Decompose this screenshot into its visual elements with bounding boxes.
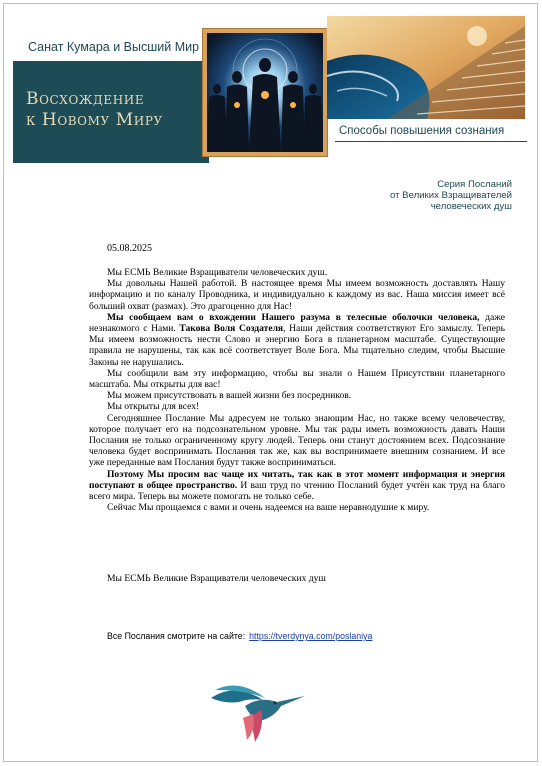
book-subtitle: Способы повышения сознания — [339, 125, 505, 137]
series-label — [390, 179, 512, 212]
site-link[interactable]: https://tverdynya.com/poslaniya — [249, 631, 373, 641]
book-title-line1: Восхождение — [26, 89, 145, 109]
footer-note — [107, 631, 372, 641]
hummingbird-icon — [205, 676, 313, 746]
letter-date: 05.08.2025 — [107, 243, 152, 254]
paragraph-1: Мы ЕСМЬ Великие Взращиватели человеческих душ. — [107, 267, 328, 278]
cover-artwork — [203, 29, 327, 156]
paragraph-9: Сейчас Мы прощаемся с вами и очень надеемся на ваше неравнодушие к миру. — [107, 502, 430, 514]
book-title-line2: к Новому Миру — [26, 110, 163, 130]
subtitle-underline — [335, 141, 527, 142]
paragraph-3-bold: Мы сообщаем вам о вхождении Нашего разума в телесные оболочки человека, — [107, 311, 480, 323]
series-line2: от Великих Взращивателей — [389, 190, 512, 201]
luminous-figures-icon — [207, 33, 323, 152]
banner-top-title: Санат Кумара и Высший Мир — [28, 40, 200, 54]
paragraph-6: Мы открыты для всех! — [107, 401, 200, 413]
paragraph-8 — [89, 469, 505, 503]
paragraph-3 — [89, 312, 505, 368]
book-title — [26, 89, 163, 131]
paragraph-3-bold-2: Такова Воля Создателя — [179, 323, 284, 335]
paragraph-3-text-b: , Наши действия соответствуют Его замыслу. Теперь Мы имеем возможность нести Слово и энергию Бога в планетарном масштабе. Существующие правила не нарушены, так как всё соответствует Воле Бога. Мы тщательно следим, чтобы Высшие Законы не нарушались. — [89, 323, 505, 368]
paragraph-8-bold: Поэтому Мы просим вас чаще их читать, так как в этот момент информация и энергия поступают в общее пространство. — [89, 468, 505, 491]
paragraph-4: Мы сообщили вам эту информацию, чтобы вы знали о Нашем Присутствии планетарного масштаба. Мы открыты для вас! — [89, 367, 505, 391]
series-line3: человеческих душ — [430, 201, 512, 212]
paragraph-3-text-a: даже незнакомого с Нами. — [89, 311, 505, 335]
paragraph-2: Мы довольны Нашей работой. В настоящее время Мы имеем возможность доставлять Нашу информацию и по каналу Проводника, и индивидуально к каждому из вас. Наша миссия имеет всё больший охват (размах). Это драгоценно для Нас! — [89, 278, 505, 312]
hummingbird-logo — [205, 676, 313, 746]
footer-note-text: Все Послания смотрите на сайте: — [107, 631, 246, 641]
series-line1: Серия Посланий — [437, 179, 512, 190]
paragraph-5: Мы можем присутствовать в вашей жизни без посредников. — [107, 390, 352, 402]
letter-signature: Мы ЕСМЬ Великие Взращиватели человеческих душ — [107, 573, 326, 584]
stairway-sea-artwork — [327, 16, 525, 119]
stairway-sea-icon — [327, 16, 525, 119]
paragraph-7: Сегодняшнее Послание Мы адресуем не только знающим Нас, но также всему человечеству, которое получает его на подсознательном уровне. Мы так рады иметь возможность давать Наши Послания не только ограниченному кругу людей. Теперь они станут достоянием всех. Подсознание человека будет воспринимать Послания так же, как вы воспринимаете внешним сознанием. И все уже переданные вам Послания будут также восприниматься. — [89, 412, 505, 469]
paragraph-8-text: И ваш труд по чтению Посланий будет учтён как труд на благо всего мира. Теперь вы можете помогать не только себе. — [89, 479, 505, 503]
letter-body — [89, 267, 505, 513]
